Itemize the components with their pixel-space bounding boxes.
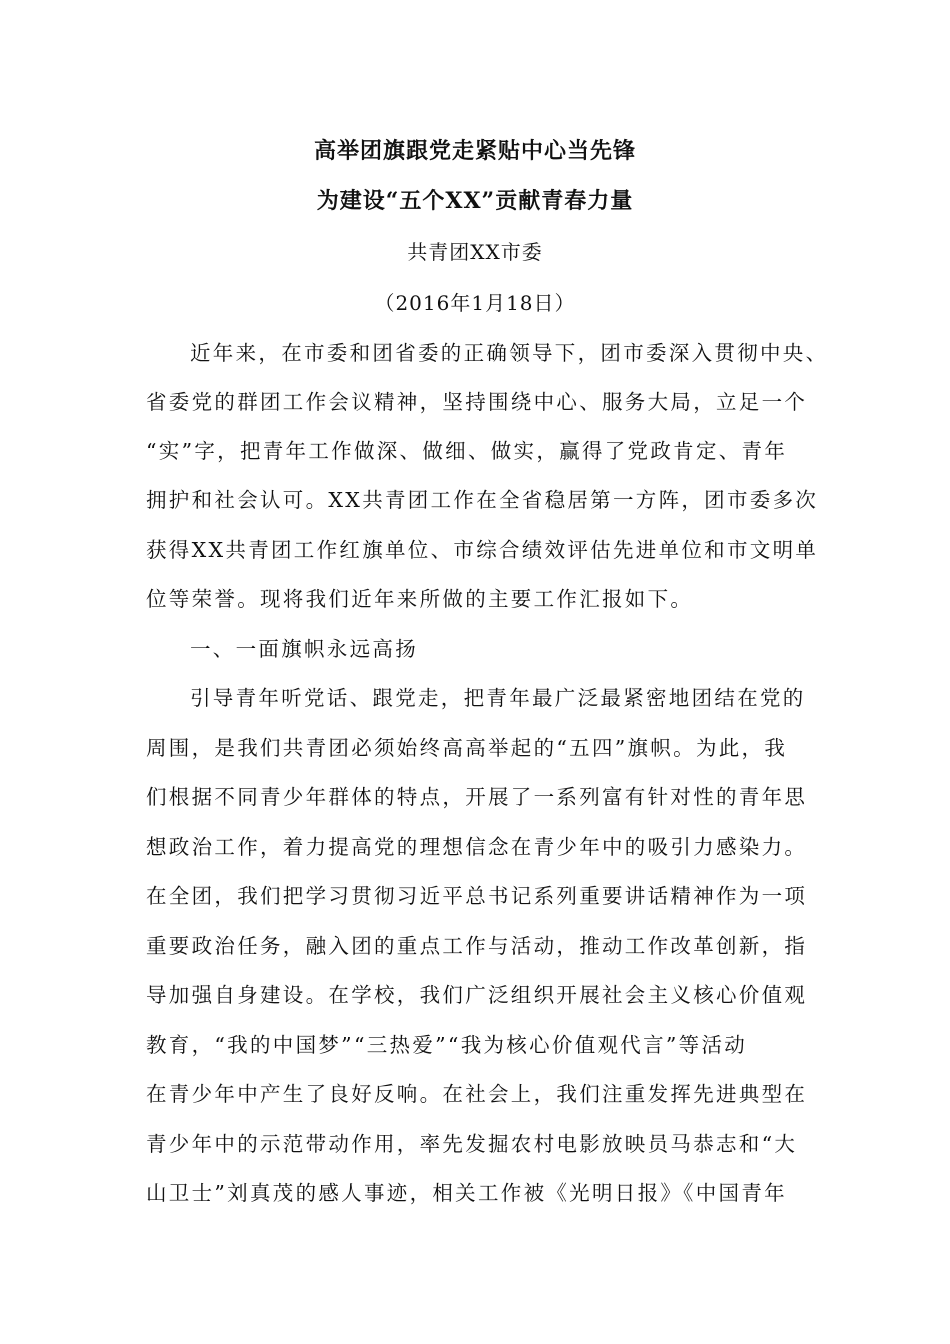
paragraph-line: 导加强自身建设。在学校，我们广泛组织开展社会主义核心价值观 xyxy=(146,983,808,1007)
document-title-line-2: 为建设“五个XX”贡献青春力量 xyxy=(316,188,634,214)
paragraph-line: 近年来，在市委和团省委的正确领导下，团市委深入贯彻中央、 xyxy=(190,341,829,365)
paragraph-line: 山卫士”刘真茂的感人事迹，相关工作被《光明日报》《中国青年 xyxy=(146,1181,787,1205)
paragraph-line: 位等荣誉。现将我们近年来所做的主要工作汇报如下。 xyxy=(146,587,694,611)
paragraph-line: 拥护和社会认可。XX共青团工作在全省稳居第一方阵，团市委多次 xyxy=(146,488,819,512)
paragraph-line: 重要政治任务，融入团的重点工作与活动，推动工作改革创新，指 xyxy=(146,934,808,958)
paragraph-line: 在全团，我们把学习贯彻习近平总书记系列重要讲话精神作为一项 xyxy=(146,884,808,908)
paragraph-line: 们根据不同青少年群体的特点，开展了一系列富有针对性的青年思 xyxy=(146,785,808,809)
paragraph-line: 引导青年听党话、跟党走，把青年最广泛最紧密地团结在党的 xyxy=(190,686,806,710)
paragraph-line: 想政治工作，着力提高党的理想信念在青少年中的吸引力感染力。 xyxy=(146,835,808,859)
paragraph-line: 省委党的群团工作会议精神，坚持围绕中心、服务大局，立足一个 xyxy=(146,390,808,414)
paragraph-line: 获得XX共青团工作红旗单位、市综合绩效评估先进单位和市文明单 xyxy=(146,538,819,562)
section-heading: 一、一面旗帜永远高扬 xyxy=(190,637,418,661)
document-title-line-1: 高举团旗跟党走紧贴中心当先锋 xyxy=(313,138,636,164)
paragraph-line: 青少年中的示范带动作用，率先发掘农村电影放映员马恭志和“大 xyxy=(146,1132,798,1156)
document-date: （2016年1月18日） xyxy=(374,291,576,315)
paragraph-line: 周围，是我们共青团必须始终高高举起的“五四”旗帜。为此，我 xyxy=(146,736,788,760)
paragraph-line: 在青少年中产生了良好反响。在社会上，我们注重发挥先进典型在 xyxy=(146,1082,808,1106)
document-author: 共青团XX市委 xyxy=(407,240,543,264)
paragraph-line: 教育，“我的中国梦”“三热爱”“我为核心价值观代言”等活动 xyxy=(146,1033,748,1057)
paragraph-line: “实”字，把青年工作做深、做细、做实，赢得了党政肯定、青年 xyxy=(146,439,788,463)
